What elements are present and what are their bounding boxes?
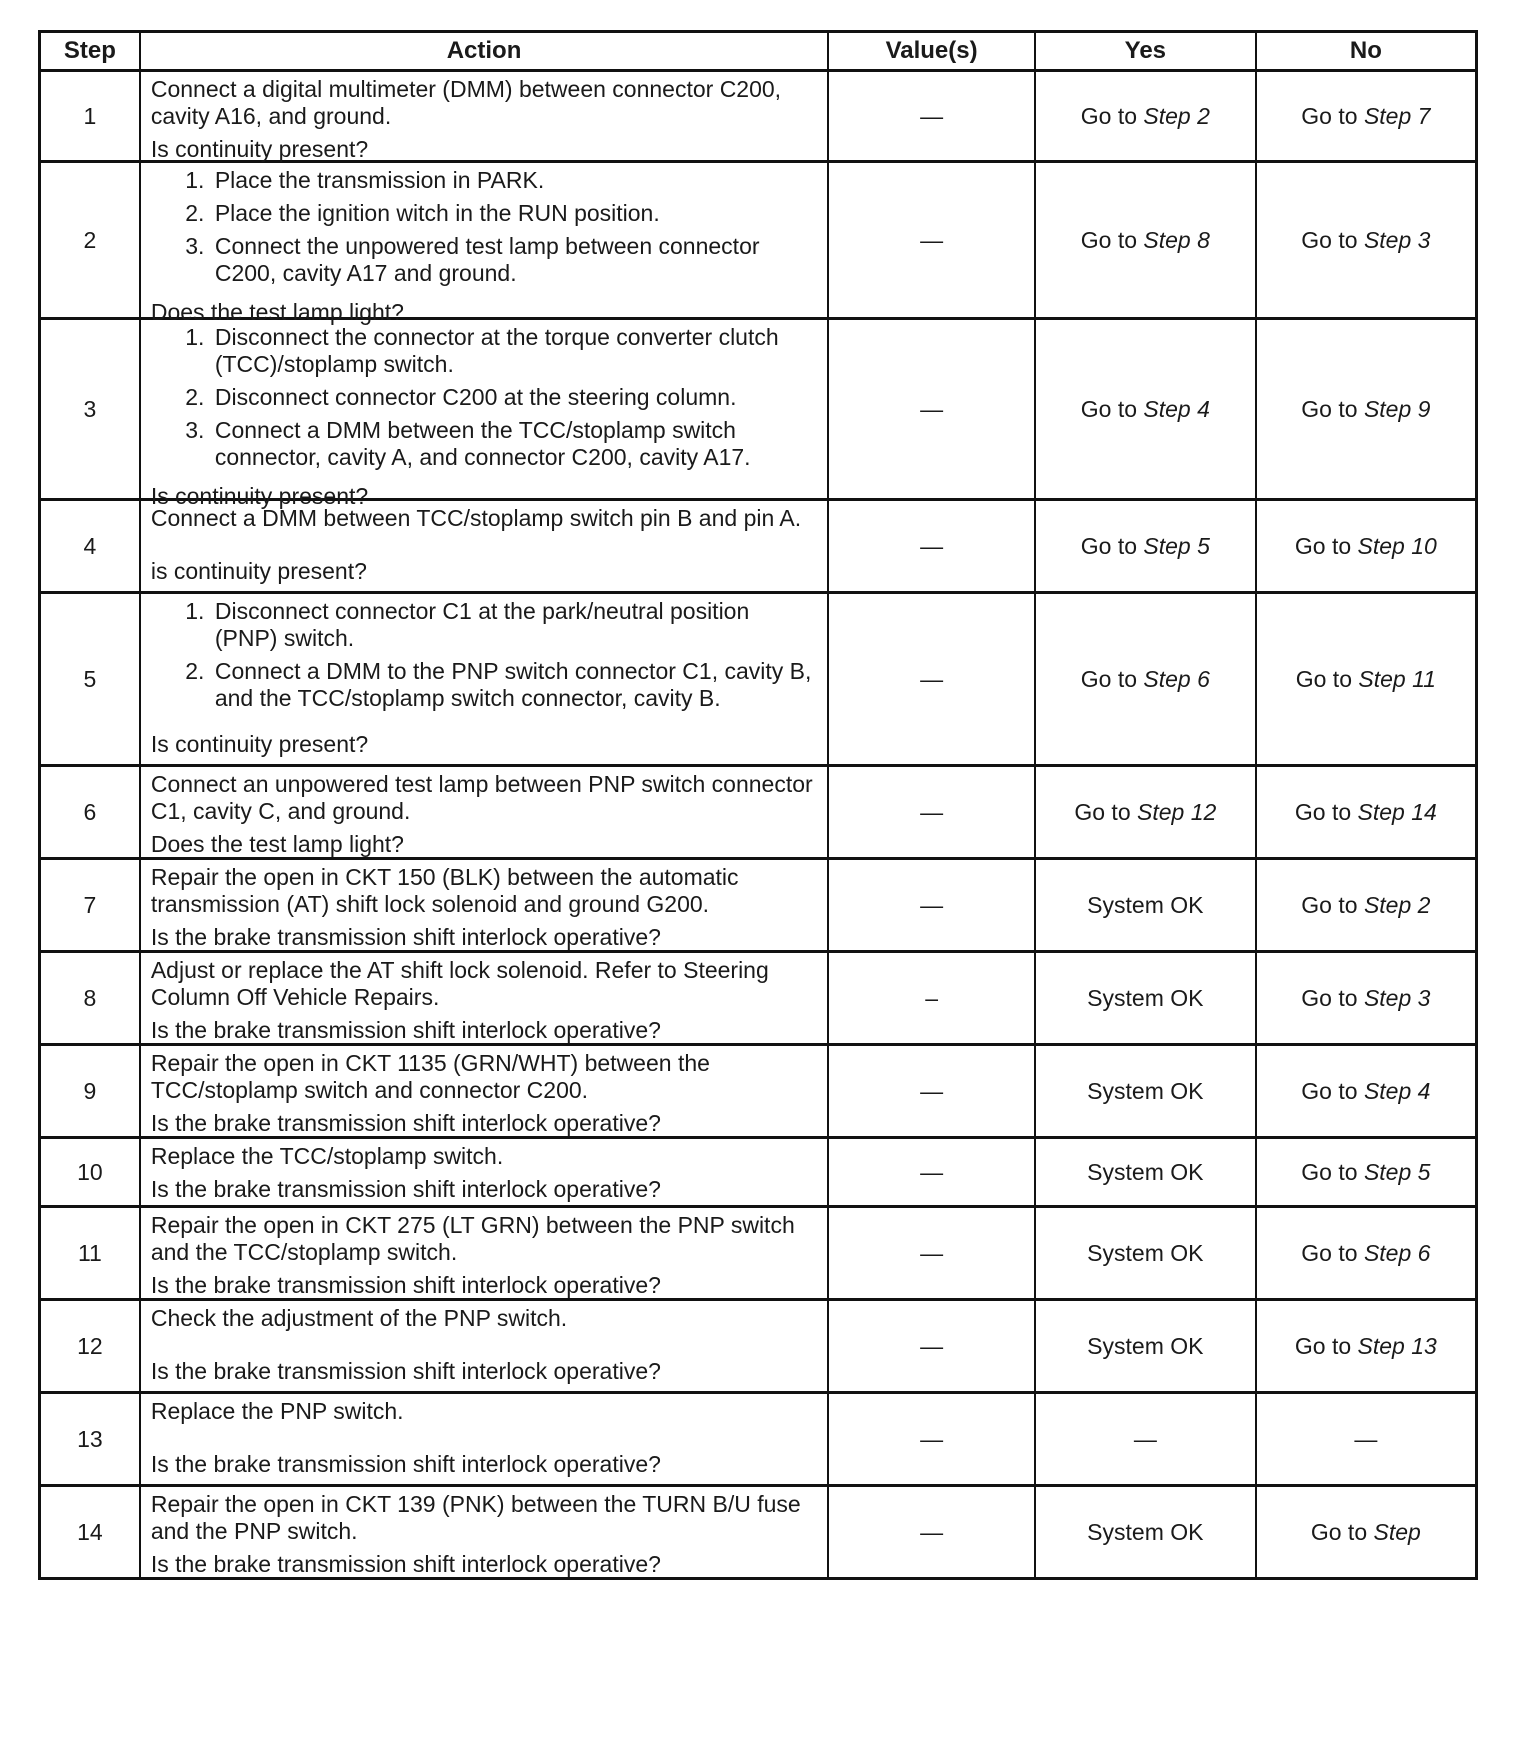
table-row <box>40 71 1477 162</box>
no-result-text: Go to <box>1294 1332 1358 1359</box>
no-step-reference: Step 13 <box>1357 1332 1437 1359</box>
no-result-text: Go to <box>1301 891 1364 918</box>
no-cell <box>1256 1207 1477 1300</box>
step-number: 6 <box>40 766 140 859</box>
action-cell <box>140 1300 828 1393</box>
value-cell: — <box>828 593 1035 766</box>
header-action: Action <box>140 32 828 71</box>
table-row <box>40 500 1477 593</box>
yes-step-reference: Step 2 <box>1143 102 1210 129</box>
table-row <box>40 1393 1477 1486</box>
yes-result-text: Go to <box>1080 226 1144 253</box>
value-cell: — <box>828 1300 1035 1393</box>
yes-cell <box>1035 1138 1256 1207</box>
action-content <box>141 72 827 160</box>
header-no: No <box>1256 32 1477 71</box>
yes-step-reference: Step 5 <box>1143 532 1210 559</box>
action-instruction: Repair the open in CKT 139 (PNK) between the TURN B/U fuse and the PNP switch. <box>150 1491 801 1544</box>
yes-cell <box>1035 500 1256 593</box>
no-step-reference: Step 6 <box>1363 1239 1431 1266</box>
no-step-reference: Step <box>1373 1518 1421 1545</box>
no-result-text: Go to <box>1301 984 1364 1011</box>
yes-cell <box>1035 162 1256 319</box>
value-cell: — <box>828 500 1035 593</box>
step-number: 8 <box>40 952 140 1045</box>
step-number: 3 <box>40 319 140 500</box>
action-cell <box>140 1045 828 1138</box>
no-step-reference: Step 2 <box>1363 891 1431 918</box>
action-instruction: Replace the PNP switch. <box>150 1398 404 1424</box>
no-step-reference: Step 3 <box>1363 984 1431 1011</box>
step-number: 4 <box>40 500 140 593</box>
no-step-reference: Step 4 <box>1363 1077 1431 1104</box>
no-cell <box>1256 1045 1477 1138</box>
action-content <box>141 1046 827 1136</box>
action-instruction: Connect a DMM between TCC/stoplamp switch pin B and pin A. <box>150 505 802 531</box>
no-result-text: Go to <box>1301 226 1364 253</box>
step-number: 13 <box>40 1393 140 1486</box>
value-cell: — <box>828 1486 1035 1579</box>
no-result-text: Go to <box>1301 102 1364 129</box>
yes-result-text: System OK <box>1087 984 1204 1011</box>
yes-cell <box>1035 1300 1256 1393</box>
no-step-reference: Step 10 <box>1357 532 1437 559</box>
yes-cell <box>1035 1045 1256 1138</box>
action-cell <box>140 952 828 1045</box>
action-list-item: 3. Connect a DMM between the TCC/stoplamp switch connector, cavity A, and connector C200, cavity A17. <box>211 417 817 471</box>
no-step-reference: Step 11 <box>1358 665 1436 692</box>
yes-result-text: System OK <box>1087 1239 1204 1266</box>
yes-step-reference: Step 4 <box>1143 395 1210 422</box>
no-step-reference: Step 7 <box>1363 102 1431 129</box>
table-body <box>40 71 1477 1579</box>
diagnostic-table-sheet <box>38 30 1478 1580</box>
action-content <box>141 1487 827 1577</box>
yes-result-text: Go to <box>1080 102 1144 129</box>
action-content <box>141 1208 827 1298</box>
table-header-row <box>40 32 1477 71</box>
yes-result-text: Go to <box>1080 532 1144 559</box>
action-question: Is the brake transmission shift interlock operative? <box>150 1272 661 1298</box>
yes-cell <box>1035 766 1256 859</box>
yes-result-text: — <box>1133 1425 1157 1452</box>
header-step: Step <box>40 32 140 71</box>
action-question: Is the brake transmission shift interlock operative? <box>150 1017 661 1043</box>
action-cell <box>140 593 828 766</box>
no-cell <box>1256 593 1477 766</box>
yes-result-text: System OK <box>1087 891 1204 918</box>
step-number: 11 <box>40 1207 140 1300</box>
yes-step-reference: Step 6 <box>1143 665 1210 692</box>
action-question: Is the brake transmission shift interlock operative? <box>150 1358 661 1384</box>
no-cell <box>1256 1486 1477 1579</box>
yes-cell <box>1035 71 1256 162</box>
action-list-item: 1. Disconnect connector C1 at the park/neutral position (PNP) switch. <box>211 598 817 652</box>
table-row <box>40 1138 1477 1207</box>
value-cell: – <box>828 952 1035 1045</box>
step-number: 1 <box>40 71 140 162</box>
action-cell <box>140 71 828 162</box>
diagnostic-steps-table <box>38 30 1478 1580</box>
action-question: Is the brake transmission shift interlock operative? <box>150 1551 661 1577</box>
table-row <box>40 1300 1477 1393</box>
value-cell: — <box>828 1207 1035 1300</box>
table-row <box>40 859 1477 952</box>
action-steps-list <box>151 167 817 293</box>
table-row <box>40 1486 1477 1579</box>
value-cell: — <box>828 1138 1035 1207</box>
value-cell: — <box>828 162 1035 319</box>
no-cell <box>1256 500 1477 593</box>
table-row <box>40 319 1477 500</box>
step-number: 7 <box>40 859 140 952</box>
action-list-item: 1. Place the transmission in PARK. <box>211 167 817 194</box>
no-result-text: Go to <box>1310 1518 1374 1545</box>
action-content <box>141 320 827 509</box>
yes-cell <box>1035 859 1256 952</box>
action-question: Is the brake transmission shift interlock operative? <box>150 1176 661 1202</box>
no-step-reference: Step 9 <box>1363 395 1431 422</box>
action-instruction: Check the adjustment of the PNP switch. <box>150 1305 568 1331</box>
no-step-reference: Step 5 <box>1363 1158 1431 1185</box>
action-content <box>141 1394 827 1484</box>
action-cell <box>140 1138 828 1207</box>
header-values: Value(s) <box>828 32 1035 71</box>
action-question: Does the test lamp light? <box>150 831 404 857</box>
no-result-text: Go to <box>1294 798 1358 825</box>
yes-cell <box>1035 319 1256 500</box>
step-number: 5 <box>40 593 140 766</box>
action-cell <box>140 162 828 325</box>
no-result-text: Go to <box>1301 1239 1364 1266</box>
action-instruction: Repair the open in CKT 1135 (GRN/WHT) between the TCC/stoplamp switch and connector C200. <box>150 1050 710 1103</box>
table-row <box>40 952 1477 1045</box>
action-question: Is the brake transmission shift interlock operative? <box>150 924 661 950</box>
action-steps-list <box>151 598 817 718</box>
no-result-text: Go to <box>1294 532 1358 559</box>
yes-result-text: System OK <box>1087 1077 1204 1104</box>
action-content <box>141 860 827 950</box>
action-cell <box>140 1393 828 1486</box>
yes-cell <box>1035 1393 1256 1486</box>
action-cell <box>140 859 828 952</box>
action-content <box>141 163 827 325</box>
no-result-text: Go to <box>1301 1158 1364 1185</box>
no-result-text: Go to <box>1301 1077 1364 1104</box>
action-content <box>141 953 827 1043</box>
table-row <box>40 162 1477 319</box>
yes-result-text: System OK <box>1087 1518 1204 1545</box>
table-row <box>40 1207 1477 1300</box>
action-list-item: 2. Disconnect connector C200 at the steering column. <box>211 384 817 411</box>
yes-result-text: Go to <box>1080 665 1144 692</box>
action-content <box>141 594 827 764</box>
yes-cell <box>1035 1486 1256 1579</box>
no-result-text: Go to <box>1301 395 1364 422</box>
no-result-text: — <box>1354 1425 1378 1452</box>
no-cell <box>1256 952 1477 1045</box>
value-cell: — <box>828 1393 1035 1486</box>
table-row <box>40 593 1477 766</box>
action-instruction: Repair the open in CKT 275 (LT GRN) between the PNP switch and the TCC/stoplamp switch. <box>150 1212 795 1265</box>
action-question: Is continuity present? <box>150 136 369 162</box>
action-question: Does the test lamp light? <box>150 299 404 325</box>
step-number: 12 <box>40 1300 140 1393</box>
action-question: Is the brake transmission shift interlock operative? <box>150 1451 661 1477</box>
action-content <box>141 1301 827 1391</box>
no-cell <box>1256 162 1477 319</box>
yes-step-reference: Step 8 <box>1143 226 1210 253</box>
action-list-item: 2. Place the ignition witch in the RUN position. <box>211 200 817 227</box>
action-cell <box>140 500 828 593</box>
action-steps-list <box>151 324 817 477</box>
table-row <box>40 1045 1477 1138</box>
action-list-item: 1. Disconnect the connector at the torque converter clutch (TCC)/stoplamp switch. <box>211 324 817 378</box>
action-cell <box>140 1207 828 1300</box>
action-question: Is continuity present? <box>150 731 369 757</box>
action-instruction: Connect a digital multimeter (DMM) between connector C200, cavity A16, and ground. <box>150 76 782 129</box>
no-cell <box>1256 71 1477 162</box>
no-step-reference: Step 3 <box>1363 226 1431 253</box>
action-content <box>141 1139 827 1205</box>
step-number: 10 <box>40 1138 140 1207</box>
action-content <box>141 767 827 857</box>
value-cell: — <box>828 1045 1035 1138</box>
yes-cell <box>1035 593 1256 766</box>
step-number: 14 <box>40 1486 140 1579</box>
no-cell <box>1256 1300 1477 1393</box>
step-number: 2 <box>40 162 140 319</box>
action-question: Is continuity present? <box>150 483 369 509</box>
value-cell: — <box>828 319 1035 500</box>
action-cell <box>140 766 828 859</box>
action-instruction: Replace the TCC/stoplamp switch. <box>150 1143 504 1169</box>
value-cell: — <box>828 766 1035 859</box>
no-cell <box>1256 1393 1477 1486</box>
yes-result-text: System OK <box>1087 1158 1204 1185</box>
table-row <box>40 766 1477 859</box>
yes-cell <box>1035 952 1256 1045</box>
action-instruction: Repair the open in CKT 150 (BLK) between the automatic transmission (AT) shift lock solenoid and ground G200. <box>150 864 739 917</box>
no-cell <box>1256 859 1477 952</box>
no-result-text: Go to <box>1295 665 1359 692</box>
action-question: Is the brake transmission shift interlock operative? <box>150 1110 661 1136</box>
action-cell <box>140 319 828 509</box>
yes-cell <box>1035 1207 1256 1300</box>
yes-result-text: System OK <box>1087 1332 1204 1359</box>
action-instruction: Connect an unpowered test lamp between PNP switch connector C1, cavity C, and ground. <box>150 771 813 824</box>
no-step-reference: Step 14 <box>1357 798 1437 825</box>
yes-step-reference: Step 12 <box>1137 798 1217 825</box>
yes-result-text: Go to <box>1074 798 1138 825</box>
value-cell: — <box>828 71 1035 162</box>
yes-result-text: Go to <box>1080 395 1144 422</box>
action-question: is continuity present? <box>150 558 367 584</box>
header-yes: Yes <box>1035 32 1256 71</box>
action-content <box>141 501 827 591</box>
action-list-item: 3. Connect the unpowered test lamp between connector C200, cavity A17 and ground. <box>211 233 817 287</box>
action-cell <box>140 1486 828 1579</box>
action-list-item: 2. Connect a DMM to the PNP switch connector C1, cavity B, and the TCC/stoplamp switch connector, cavity B. <box>211 658 817 712</box>
no-cell <box>1256 766 1477 859</box>
step-number: 9 <box>40 1045 140 1138</box>
action-instruction: Adjust or replace the AT shift lock solenoid. Refer to Steering Column Off Vehicle Repairs. <box>150 957 769 1010</box>
no-cell <box>1256 319 1477 500</box>
no-cell <box>1256 1138 1477 1207</box>
value-cell: — <box>828 859 1035 952</box>
